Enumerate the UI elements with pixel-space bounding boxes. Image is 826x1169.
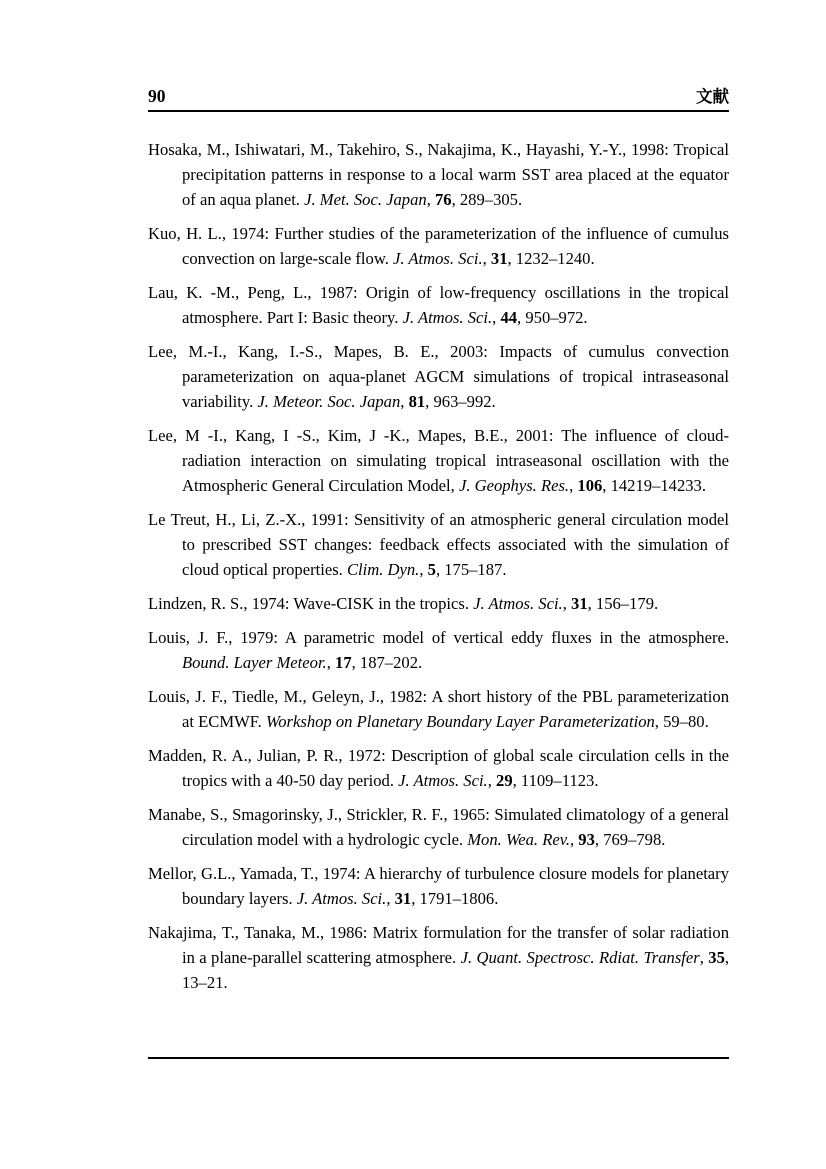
footer-rule: [148, 1057, 729, 1059]
reference-segment-italic: Bound. Layer Meteor.: [182, 653, 327, 672]
reference-segment-normal: ,: [699, 948, 709, 967]
reference-segment-bold: 76: [434, 190, 452, 209]
header-rule: [148, 110, 729, 112]
reference-segment-normal: ,: [400, 392, 409, 411]
reference-segment-normal: , 175–187.: [435, 560, 507, 579]
reference-entry: [148, 684, 729, 734]
reference-segment-normal: Louis, J. F., Tiedle, M., Geleyn, J., 1982: A short history of the PBL parameterization at ECMWF.: [148, 687, 729, 731]
reference-segment-normal: ,: [426, 190, 435, 209]
reference-segment-normal: , 289–305.: [451, 190, 523, 209]
reference-entry: [148, 339, 729, 414]
reference-entry: [148, 137, 729, 212]
reference-entry: [148, 280, 729, 330]
reference-entry: [148, 591, 729, 616]
reference-segment-normal: Manabe, S., Smagorinsky, J., Strickler, R. F., 1965: Simulated climatology of a general circulation model with a hydrologic cycle.: [148, 805, 729, 849]
reference-segment-bold: 31: [490, 249, 508, 268]
reference-segment-normal: ,: [326, 653, 336, 672]
reference-segment-normal: ,: [570, 830, 579, 849]
reference-segment-normal: ,: [569, 476, 578, 495]
reference-segment-normal: , 1232–1240.: [507, 249, 595, 268]
reference-segment-italic: Mon. Wea. Rev.: [467, 830, 570, 849]
reference-segment-normal: Lau, K. -M., Peng, L., 1987: Origin of low-frequency oscillations in the tropical atmosphere. Part I: Basic theory.: [148, 283, 729, 327]
reference-entry: [148, 802, 729, 852]
reference-segment-normal: ,: [386, 889, 395, 908]
reference-segment-normal: , 59–80.: [654, 712, 709, 731]
reference-segment-normal: Nakajima, T., Tanaka, M., 1986: Matrix formulation for the transfer of solar radiation in a plane-parallel scattering atmosphere.: [148, 923, 729, 967]
reference-entry: [148, 861, 729, 911]
reference-segment-bold: 29: [496, 771, 513, 790]
reference-segment-normal: Kuo, H. L., 1974: Further studies of the parameterization of the influence of cumulus convection on large-scale flow.: [148, 224, 729, 268]
reference-segment-normal: Le Treut, H., Li, Z.-X., 1991: Sensitivity of an atmospheric general circulation model to prescribed SST changes: feedback effects associated with the simulation of cloud optical properties.: [148, 510, 729, 579]
reference-segment-normal: , 1791–1806.: [411, 889, 499, 908]
reference-segment-normal: Madden, R. A., Julian, P. R., 1972: Description of global scale circulation cells in the tropics with a 40-50 day period.: [148, 746, 729, 790]
reference-segment-italic: Workshop on Planetary Boundary Layer Parameterization: [265, 712, 655, 731]
reference-segment-normal: Lee, M -I., Kang, I -S., Kim, J -K., Mapes, B.E., 2001: The influence of cloud-radiation interaction on simulating tropical intraseasonal oscillation with the Atmospheric General Circulation Model,: [148, 426, 729, 495]
reference-segment-normal: Louis, J. F., 1979: A parametric model of vertical eddy fluxes in the atmosphere.: [148, 628, 729, 647]
reference-segment-bold: 5: [427, 560, 436, 579]
reference-segment-italic: J. Atmos. Sci.: [402, 308, 493, 327]
reference-entry: [148, 743, 729, 793]
reference-segment-bold: 17: [335, 653, 352, 672]
reference-segment-italic: J. Atmos. Sci.: [473, 594, 563, 613]
reference-segment-normal: ,: [419, 560, 428, 579]
reference-segment-bold: 106: [577, 476, 603, 495]
reference-segment-normal: Lindzen, R. S., 1974: Wave-CISK in the tropics.: [148, 594, 474, 613]
reference-segment-normal: , 13–21.: [182, 948, 730, 992]
reference-segment-italic: J. Atmos. Sci.: [393, 249, 483, 268]
page-number: 90: [148, 86, 166, 106]
reference-segment-normal: ,: [562, 594, 572, 613]
reference-entry: [148, 221, 729, 271]
reference-segment-italic: J. Met. Soc. Japan: [304, 190, 427, 209]
reference-segment-italic: J. Atmos. Sci.: [398, 771, 488, 790]
reference-segment-normal: ,: [492, 308, 501, 327]
reference-segment-bold: 31: [571, 594, 588, 613]
reference-segment-normal: ,: [482, 249, 491, 268]
reference-segment-normal: , 769–798.: [594, 830, 666, 849]
reference-segment-bold: 44: [500, 308, 518, 327]
reference-segment-normal: Hosaka, M., Ishiwatari, M., Takehiro, S., Nakajima, K., Hayashi, Y.-Y., 1998: Tropical precipitation patterns in response to a local warm SST area placed at the equator of an aqua planet.: [148, 140, 729, 209]
reference-segment-bold: 93: [578, 830, 595, 849]
reference-entry: [148, 625, 729, 675]
reference-segment-normal: , 1109–1123.: [512, 771, 599, 790]
reference-entry: [148, 423, 729, 498]
reference-segment-bold: 31: [394, 889, 412, 908]
header-title: 文献: [696, 88, 729, 106]
reference-segment-normal: , 156–179.: [587, 594, 659, 613]
reference-entry: [148, 507, 729, 582]
reference-segment-normal: , 14219–14233.: [602, 476, 706, 495]
reference-segment-normal: , 950–972.: [517, 308, 588, 327]
reference-segment-italic: Clim. Dyn.: [346, 560, 420, 579]
reference-segment-normal: , 963–992.: [425, 392, 496, 411]
reference-segment-normal: , 187–202.: [351, 653, 423, 672]
reference-segment-bold: 35: [708, 948, 725, 967]
reference-segment-normal: ,: [487, 771, 497, 790]
reference-segment-italic: J. Quant. Spectrosc. Rdiat. Transfer: [460, 948, 700, 967]
reference-segment-italic: J. Atmos. Sci.: [296, 889, 387, 908]
reference-segment-italic: J. Meteor. Soc. Japan: [257, 392, 401, 411]
reference-segment-italic: J. Geophys. Res.: [458, 476, 570, 495]
references-list: [148, 137, 729, 1004]
running-header: [148, 86, 729, 108]
reference-segment-normal: Lee, M.-I., Kang, I.-S., Mapes, B. E., 2003: Impacts of cumulus convection parameterization on aqua-planet AGCM simulations of tropical intraseasonal variability.: [148, 342, 729, 411]
reference-entry: [148, 920, 729, 995]
reference-segment-normal: Mellor, G.L., Yamada, T., 1974: A hierarchy of turbulence closure models for planetary boundary layers.: [148, 864, 729, 908]
reference-segment-bold: 81: [408, 392, 426, 411]
